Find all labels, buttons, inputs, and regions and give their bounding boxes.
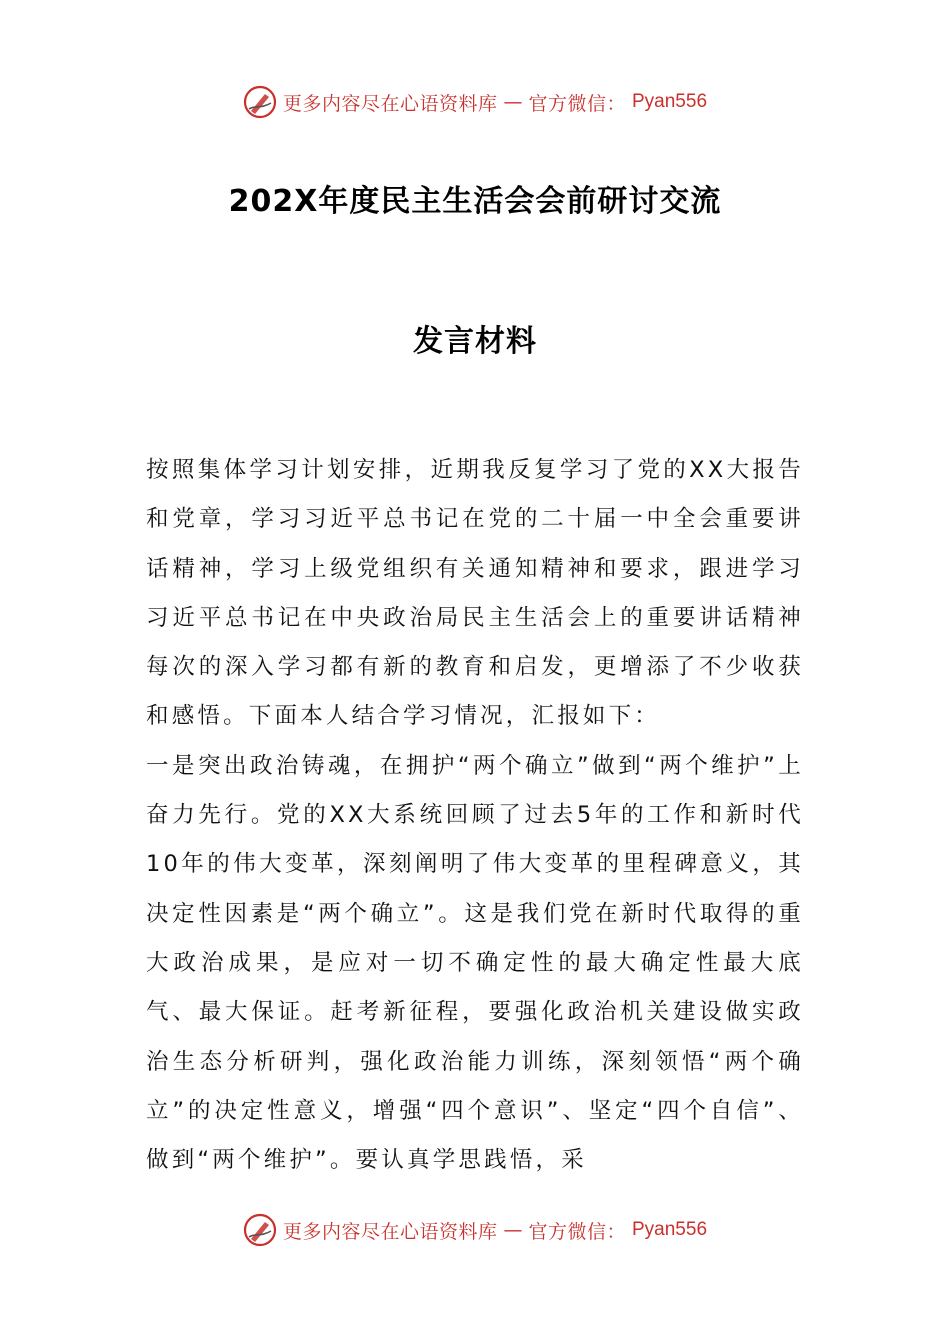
banner-separator: — — [503, 91, 523, 113]
footer-watermark-banner — [0, 1210, 950, 1250]
pen-logo-icon — [243, 1213, 277, 1247]
header-watermark-banner — [0, 82, 950, 122]
banner-text: 更多内容尽在心语资料库 — [282, 92, 498, 115]
banner-wechat-id: Pyan556 — [632, 1219, 708, 1240]
banner-label: 官方微信： — [528, 1220, 626, 1243]
paragraph-intro: 按照集体学习计划安排，近期我反复学习了党的XX大报告和党章，学习习近平总书记在党的二十届一中全会重要讲话精神，学习上级党组织有关通知精神和要求，跟进学习习近平总书记在中央政治局民主生活会上的重要讲话精神每次的深入学习都有新的教育和启发，更增添了不少收获和感悟。下面本人结合学习情况，汇报如下： — [146, 457, 804, 730]
document-body — [146, 446, 804, 1185]
document-title-line1: 202X年度民主生活会会前研讨交流 — [228, 184, 722, 219]
banner-separator: — — [503, 1219, 523, 1241]
document-title-line2: 发言材料 — [413, 324, 537, 359]
banner-label: 官方微信： — [528, 92, 626, 115]
banner-text: 更多内容尽在心语资料库 — [282, 1220, 498, 1243]
pen-logo-icon — [243, 85, 277, 119]
paragraph-point-one: 一是突出政治铸魂，在拥护“两个确立”做到“两个维护”上奋力先行。党的XX大系统回顾了过去5年的工作和新时代10年的伟大变革，深刻阐明了伟大变革的里程碑意义，其决定性因素是“两个确立”。这是我们党在新时代取得的重大政治成果，是应对一切不确定性的最大确定性最大底气、最大保证。赶考新征程，要强化政治机关建设做实政治生态分析研判，强化政治能力训练，深刻领悟“两个确立”的决定性意义，增强“四个意识”、坚定“四个自信”、做到“两个维护”。要认真学思践悟，采 — [146, 752, 804, 1174]
banner-wechat-id: Pyan556 — [632, 91, 708, 112]
